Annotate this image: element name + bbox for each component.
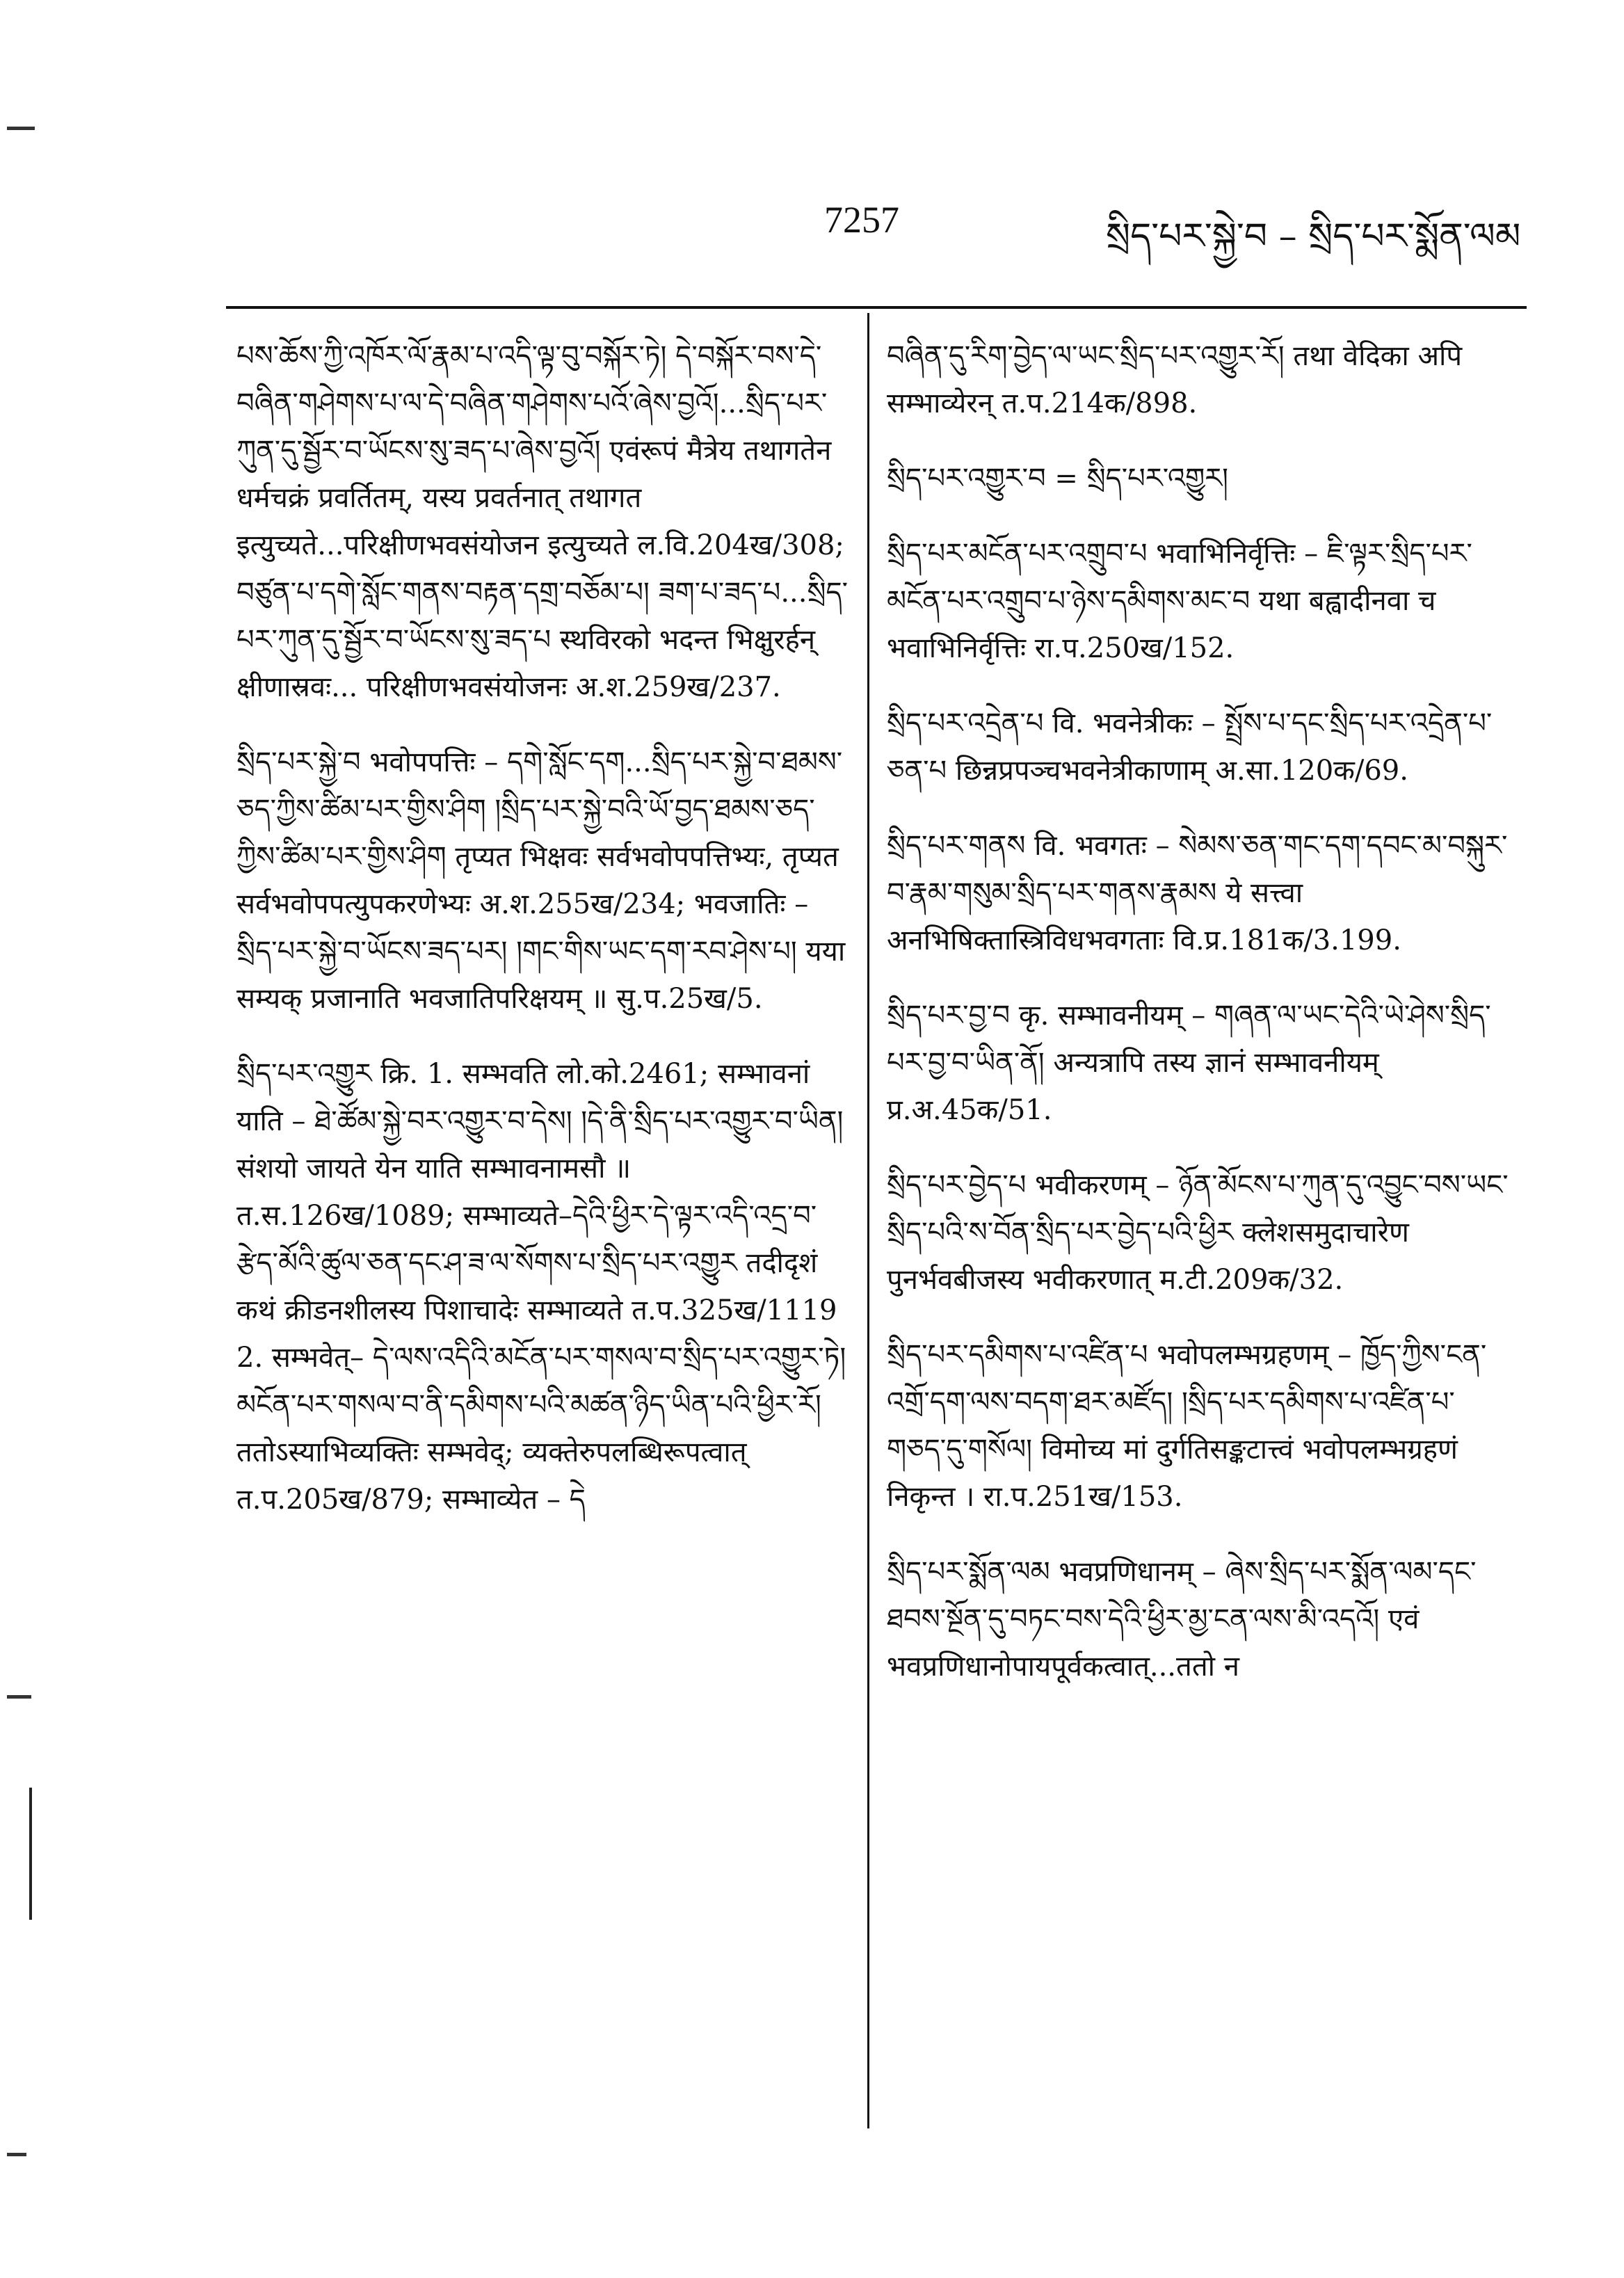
margin-line — [29, 1788, 32, 1920]
entry-smon-lam: སྲིད་པར་སྨོན་ལམ भवप्रणिधानम् – ཞེས་སྲིད་པར་སྨོན་ལམ་དང་ཐབས་སྔོན་དུ་བཏང་བས་དེའི་ཕྱིར་མྱ་ངན་ལས་མི་འདའོ། एवं भवप्रणिधानोपायपूर्वकत्वात्...ततो न — [887, 1556, 1477, 1683]
entry-gnas: སྲིད་པར་གནས वि. भवगतः – སེམས་ཅན་གང་དག་དབང་མ་བསྐུར་བ་རྣམ་གསུམ་སྲིད་པར་གནས་རྣམས ये सत्त्वा अनभिषिक्तास्त्रिविधभवगताः वि.प्र.181क/3.199. — [887, 830, 1508, 956]
entry-continuation: བཞིན་དུ་རིག་བྱེད་ལ་ཡང་སྲིད་པར་འགྱུར་རོ། तथा वेदिका अपि सम्भाव्येरन् त.प.214क/898. — [887, 340, 1463, 419]
left-column — [236, 332, 849, 1551]
entry-srid-par-skye-ba: སྲིད་པར་སྐྱེ་བ भवोपपत्तिः – དགེ་སློང་དག...སྲིད་པར་སྐྱེ་བ་ཐམས་ཅད་ཀྱིས་ཚིམ་པར་གྱིས་ཤིག །སྲིད་པར་སྐྱེ་བའི་ཡོ་བྱད་ཐམས་ཅད་ཀྱིས་ཚིམ་པར་གྱིས་ཤིག तृप्यत भिक्षवः सर्वभवोपपत्तिभ्यः, तृप्यत सर्वभवोपपत्युपकरणेभ्यः अ.श.255ख/234; भवजातिः – སྲིད་པར་སྐྱེ་བ་ཡོངས་ཟད་པར། །གང་གིས་ཡང་དག་རབ་ཤེས་པ། यया सम्यक् प्रजानाति भवजातिपरिक्षयम् ॥ सु.प.25ख/5. — [236, 746, 846, 1015]
column-divider — [867, 313, 869, 2128]
entry-srid-par-gyur: སྲིད་པར་འགྱུར क्रि. 1. सम्भवति लो.को.2461; सम्भावनां याति – ཐེ་ཚོམ་སྐྱེ་བར་འགྱུར་བ་དེས། །དེ་ནི་སྲིད་པར་འགྱུར་བ་ཡིན། संशयो जायते येन याति सम्भावनामसौ ॥ त.स.126ख/1089; सम्भाव्यते–དེའི་ཕྱིར་དེ་ལྟར་འདི་འདྲ་བ་རྩེད་མོའི་ཚུལ་ཅན་དང་ཤ་ཟ་ལ་སོགས་པ་སྲིད་པར་འགྱུར तदीदृशं कथं क्रीडनशीलस्य पिशाचादेः सम्भाव्यते त.प.325ख/1119 2. सम्भवेत्– དེ་ལས་འདིའི་མངོན་པར་གསལ་བ་སྲིད་པར་འགྱུར་ཏེ། མངོན་པར་གསལ་བ་ནི་དམིགས་པའི་མཚན་ཉིད་ཡིན་པའི་ཕྱིར་རོ། ततोऽस्याभिव्यक्तिः सम्भवेद्; व्यक्तेरुपलब्धिरूपत्वात् त.प.205ख/879; सम्भाव्येत – དེ — [236, 1058, 846, 1516]
entry-mngon-par-grub-pa: སྲིད་པར་མངོན་པར་འགྲུབ་པ भवाभिनिर्वृत्तिः – ཇི་ལྟར་སྲིད་པར་མངོན་པར་འགྲུབ་པ་ཉེས་དམིགས་མང་བ यथा बह्वादीनवा च भवाभिनिर्वृत्तिः रा.प.250ख/152. — [887, 538, 1472, 664]
margin-mark — [7, 127, 35, 130]
entry-dmigs-pa-dzin-pa: སྲིད་པར་དམིགས་པ་འཛིན་པ भवोपलम्भग्रहणम् – ཁྱོད་ཀྱིས་ངན་འགྲོ་དག་ལས་བདག་ཐར་མཛོད། །སྲིད་པར་དམིགས་པ་འཛིན་པ་གཅད་དུ་གསོལ། विमोच्य मां दुर्गतिसङ्कटात्त्वं भवोपलम्भग्रहणं निकृन्त । रा.प.251ख/153. — [887, 1339, 1487, 1513]
entry-continuation: པས་ཆོས་ཀྱི་འཁོར་ལོ་རྣམ་པ་འདི་ལྟ་བུ་བསྐོར་ཏེ། དེ་བསྐོར་བས་དེ་བཞིན་གཤེགས་པ་ལ་དེ་བཞིན་གཤེགས་པའོ་ཞེས་བྱའོ།...སྲིད་པར་ཀུན་དུ་སྦྱོར་བ་ཡོངས་སུ་ཟད་པ་ཞེས་བྱའོ། एवंरूपं मैत्रेय तथागतेन धर्मचक्रं प्रवर्तितम्, यस्य प्रवर्तनात् तथागत इत्युच्यते...परिक्षीणभवसंयोजन इत्युच्यते ल.वि.204ख/308; བཙུན་པ་དགེ་སློང་གནས་བརྟན་དགྲ་བཅོམ་པ། ཟག་པ་ཟད་པ...སྲིད་པར་ཀུན་དུ་སྦྱོར་བ་ཡོངས་སུ་ཟད་པ स्थविरको भदन्त भिक्षुरर्हन् क्षीणास्रवः... परिक्षीणभवसंयोजनः अ.श.259ख/237. — [236, 340, 849, 703]
header-rule — [226, 306, 1527, 309]
margin-mark — [7, 2153, 26, 2156]
entry-srid-par-gyur-ba: སྲིད་པར་འགྱུར་བ = སྲིད་པར་འགྱུར། — [887, 463, 1229, 495]
entry-dren-pa: སྲིད་པར་འདྲེན་པ वि. भवनेत्रीकः – སྤྲོས་པ་དང་སྲིད་པར་འདྲེན་པ་ཅན་པ छिन्नप्रपञ्चभवनेत्रीकाणाम् अ.सा.120क/69. — [887, 707, 1493, 787]
margin-mark — [7, 1695, 31, 1699]
page-number: 7257 — [824, 199, 899, 241]
entry-byed-pa: སྲིད་པར་བྱེད་པ भवीकरणम् – ཉོན་མོངས་པ་ཀུན་དུ་འབྱུང་བས་ཡང་སྲིད་པའི་ས་བོན་སྲིད་པར་བྱེད་པའི་ཕྱིར क्लेशसमुदाचारेण पुनर्भवबीजस्य भवीकरणात् म.टी.209क/32. — [887, 1169, 1509, 1296]
entry-bya-ba: སྲིད་པར་བྱ་བ कृ. सम्भावनीयम् – གཞན་ལ་ཡང་དེའི་ཡེ་ཤེས་སྲིད་པར་བྱ་བ་ཡིན་ནོ། अन्यत्रापि तस्य ज्ञानं सम्भावनीयम् प्र.अ.45क/51. — [887, 1000, 1491, 1126]
right-column — [887, 332, 1509, 1718]
running-head: སྲིད་པར་སྐྱེ་བ – སྲིད་པར་སྨོན་ལམ — [1106, 216, 1521, 257]
